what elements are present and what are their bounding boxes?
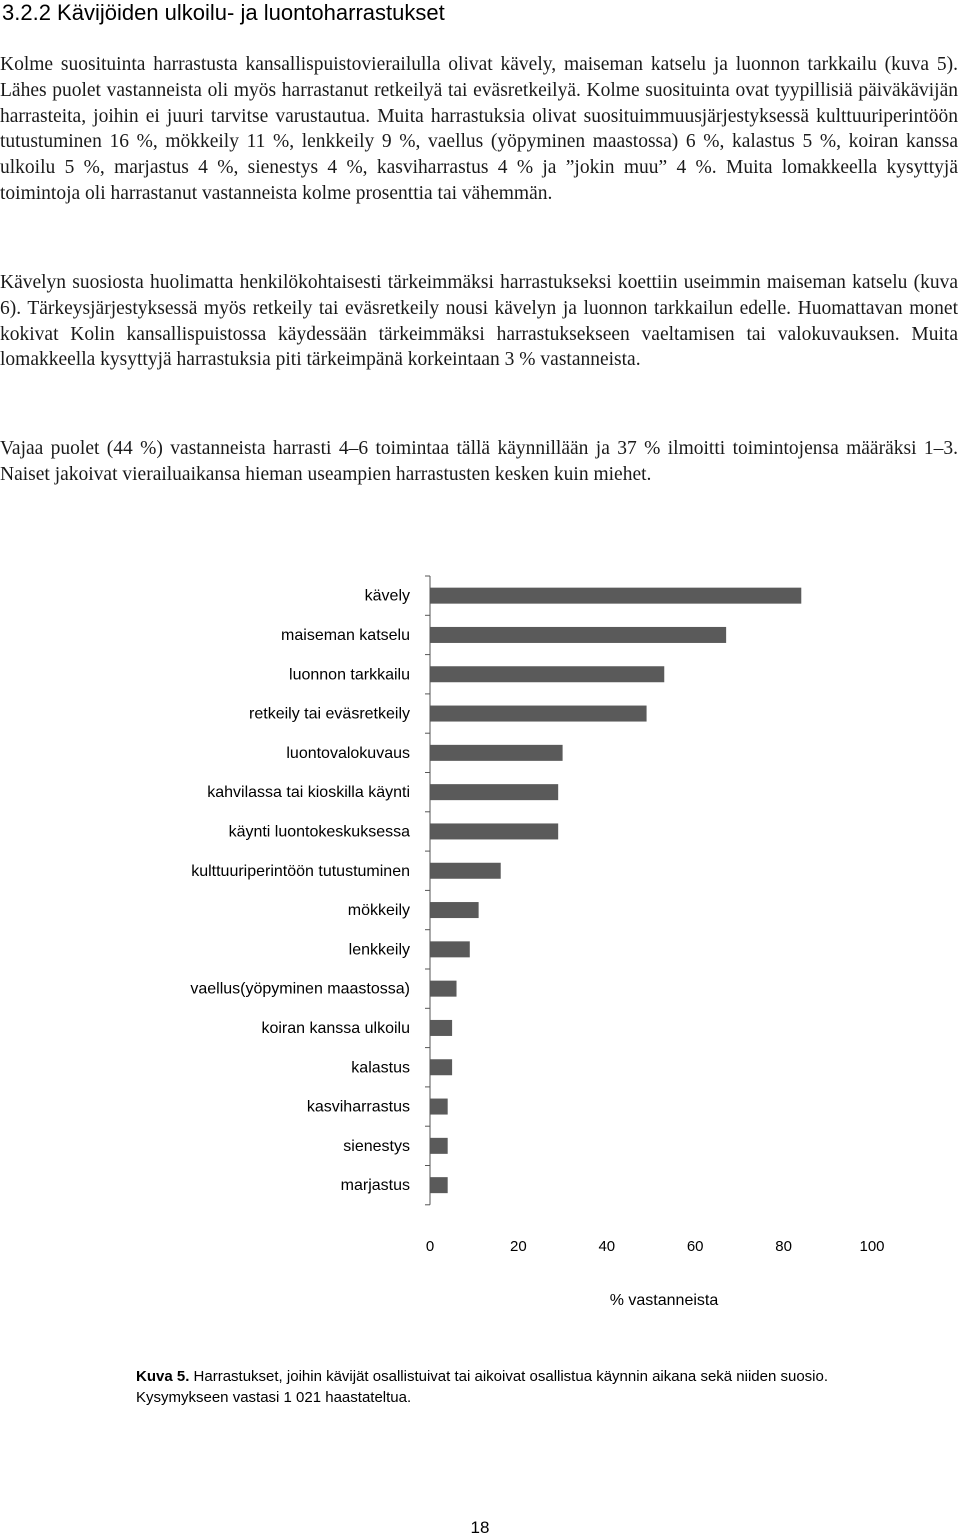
bar-11 [430,1020,452,1036]
category-label: luontovalokuvaus [286,744,410,762]
bar-12 [430,1059,452,1075]
category-label: marjastus [340,1177,410,1195]
section-heading: 3.2.2 Kävijöiden ulkoilu- ja luontoharrastukset [2,0,445,25]
figure-caption [136,1366,916,1408]
bar-9 [430,941,470,957]
category-label: mökkeily [347,902,410,920]
bar-15 [430,1177,448,1193]
bar-10 [430,981,457,997]
category-label: vaellus(yöpyminen maastossa) [190,980,410,998]
category-label: kävely [364,587,410,605]
category-label: kasviharrastus [306,1098,410,1116]
bar-6 [430,823,558,839]
bar-8 [430,902,479,918]
body-paragraph-3: Vajaa puolet (44 %) vastanneista harrasti 4–6 toimintaa tällä käynnillään ja 37 % ilmoitti toimintojensa määräksi 1–3. Naiset jakoivat vierailuaikansa hieman useampien harrastusten kesken kuin miehet. [0,438,958,485]
category-label: käynti luontokeskuksessa [228,823,410,841]
bar-4 [430,745,563,761]
category-label: maiseman katselu [281,626,410,644]
bar-chart [0,560,960,1320]
x-tick-label: 60 [686,1237,704,1255]
bar-5 [430,784,558,800]
category-label: sienestys [343,1137,410,1155]
x-tick-label: 40 [598,1237,616,1255]
x-axis-label: % vastanneista [609,1292,719,1309]
x-tick-label: 80 [775,1237,792,1255]
category-label: kulttuuriperintöön tutustuminen [191,862,410,880]
x-tick-label: 100 [859,1237,885,1255]
category-labels [190,588,410,1195]
category-label: koiran kanssa ulkoilu [261,1019,410,1037]
bar-1 [430,627,726,643]
category-label: kahvilassa tai kioskilla käynti [207,784,410,802]
bars-group [430,588,801,1194]
category-label: luonnon tarkkailu [289,666,410,684]
bar-0 [430,588,801,604]
bar-7 [430,863,501,879]
category-label: kalastus [351,1059,410,1077]
x-tick-label: 0 [425,1237,435,1255]
category-label: lenkkeily [348,941,410,959]
bar-3 [430,706,647,722]
bar-14 [430,1138,448,1154]
bar-2 [430,666,664,682]
caption-label: Kuva 5. [136,1368,190,1385]
page-number: 18 [470,1518,490,1537]
bar-13 [430,1099,448,1115]
body-paragraph-1: Kolme suosituinta harrastusta kansallispuistovierailulla olivat kävely, maiseman katselu ja luonnon tarkkailu (kuva 5). Lähes puolet vastanneista oli myös harrastanut retkeilyä tai eväsretkeilyä. Kolme suosituinta ovat tyypillisiä päiväkävijän harrasteita, joihin ei juuri tarvitse varustautua. Muita harrastuksia olivat suosituimmuusjärjestyksessä kulttuuriperintöön tutustuminen 16 %, mökkeily 11 %, lenkkeily 9 %, vaellus (yöpyminen maastossa) 6 %, kalastus 5 %, koiran kanssa ulkoilu 5 %, marjastus 4 %, sienestys 4 %, kasviharrastus 4 % ja ”jokin muu” 4 %. Muita lomakkeella kysyttyjä toimintoja oli harrastanut vastanneista kolme prosenttia tai vähemmän. [0,54,958,204]
x-tick-label: 20 [510,1237,527,1255]
caption-text: Harrastukset, joihin kävijät osallistuivat tai aikoivat osallistua käynnin aikana sekä niiden suosio. Kysymykseen vastasi 1 021 haastateltua. [136,1368,829,1406]
body-paragraph-2: Kävelyn suosiosta huolimatta henkilökohtaisesti tärkeimmäksi harrastukseksi koettiin useimmin maiseman katselu (kuva 6). Tärkeysjärjestyksessä myös retkeily tai eväsretkeily nousi kävelyn ja luonnon tarkkailun edelle. Huomattavan monet kokivat Kolin kansallispuistossa käydessään tärkeimmäksi harrastuksekseen vaeltamisen tai valokuvauksen. Muita lomakkeella kysyttyjä harrastuksia piti tärkeimpänä korkeintaan 3 % vastanneista. [0,272,958,371]
category-label: retkeily tai eväsretkeily [249,705,410,723]
